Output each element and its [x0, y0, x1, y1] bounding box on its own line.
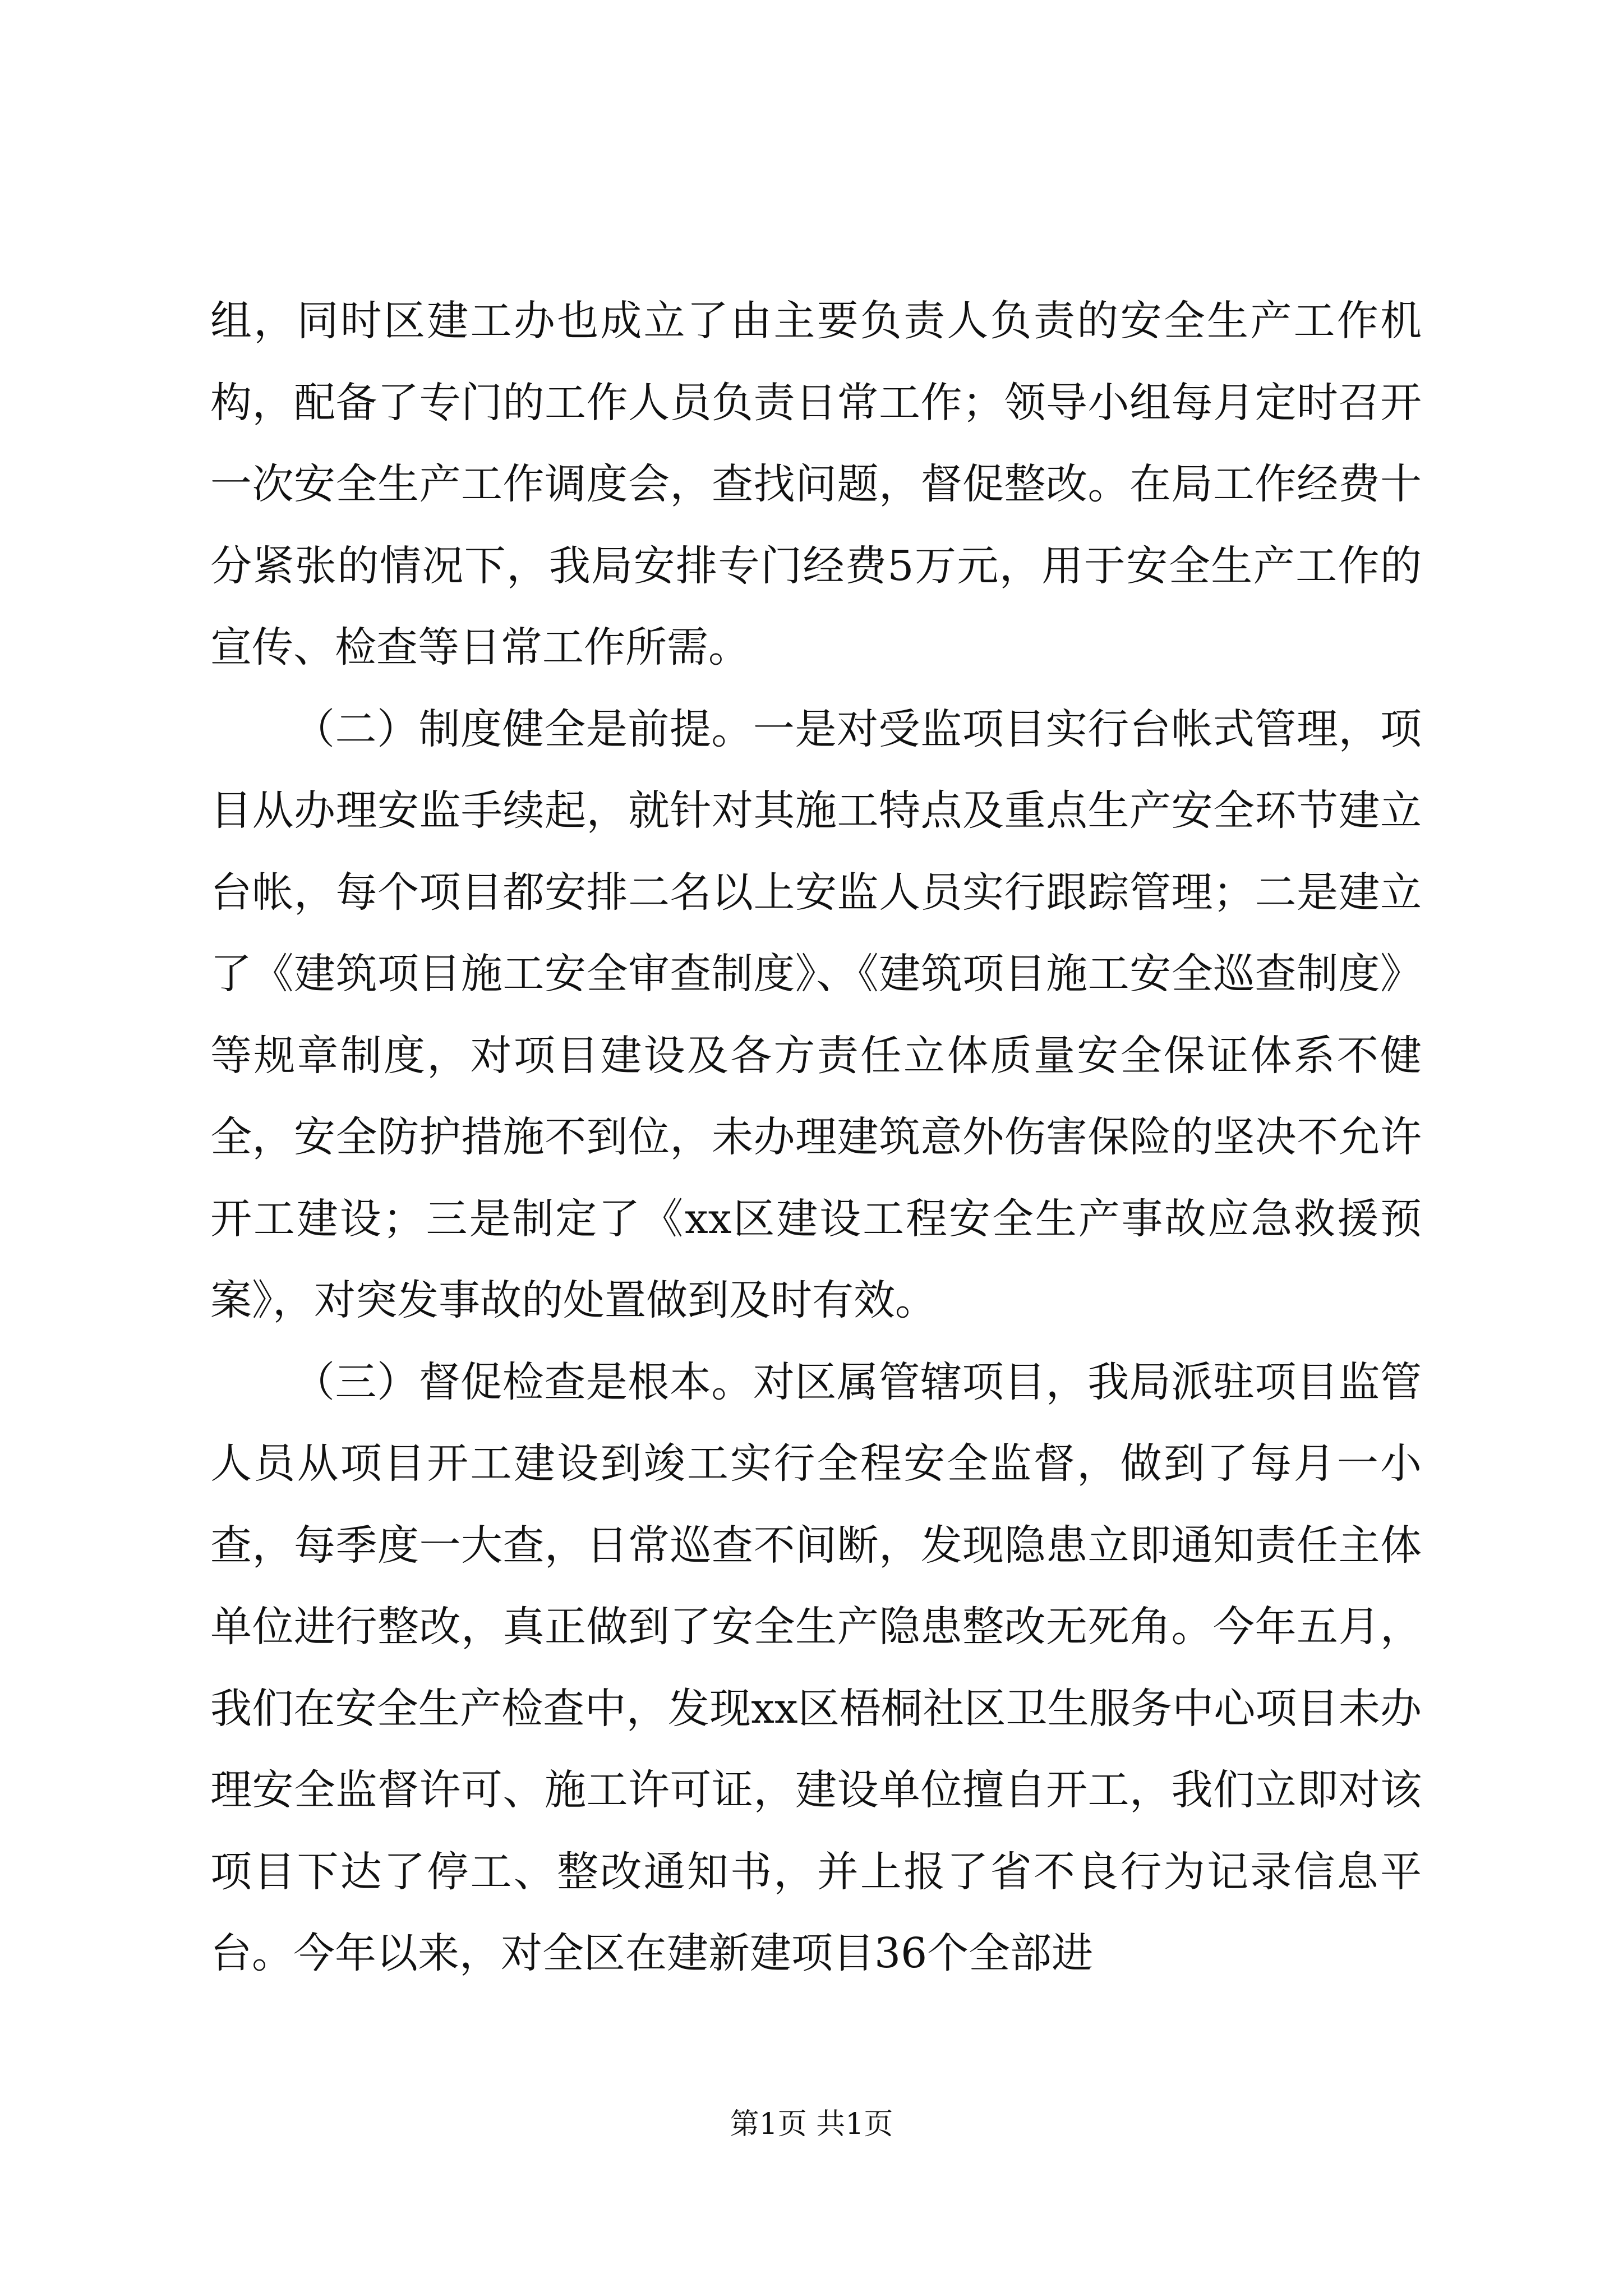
- page-number-footer: 第1页 共1页: [730, 2108, 893, 2141]
- paragraph-inspection: （三）督促检查是根本。对区属管辖项目，我局派驻项目监管人员从项目开工建设到竣工实行全程安全监督，做到了每月一小查，每季度一大查，日常巡查不间断，发现隐患立即通知责任主体单位进行整改，真正做到了安全生产隐患整改无死角。今年五月，我们在安全生产检查中，发现xx区梧桐社区卫生服务中心项目未办理安全监督许可、施工许可证，建设单位擅自开工，我们立即对该项目下达了停工、整改通知书，并上报了省不良行为记录信息平台。今年以来，对全区在建新建项目36个全部进: [210, 1358, 1422, 1977]
- document-body: [210, 280, 1422, 1995]
- paragraph-institution: （二）制度健全是前提。一是对受监项目实行台帐式管理，项目从办理安监手续起，就针对其施工特点及重点生产安全环节建立台帐，每个项目都安排二名以上安监人员实行跟踪管理；二是建立了《建筑项目施工安全审查制度》、《建筑项目施工安全巡查制度》等规章制度，对项目建设及各方责任立体质量安全保证体系不健全，安全防护措施不到位，未办理建筑意外伤害保险的坚决不允许开工建设；三是制定了《xx区建设工程安全生产事故应急救援预案》，对突发事故的处置做到及时有效。: [210, 705, 1422, 1324]
- paragraph-continuation: 组，同时区建工办也成立了由主要负责人负责的安全生产工作机构，配备了专门的工作人员负责日常工作；领导小组每月定时召开一次安全生产工作调度会，查找问题，督促整改。在局工作经费十分紧张的情况下，我局安排专门经费5万元，用于安全生产工作的宣传、检查等日常工作所需。: [210, 297, 1422, 671]
